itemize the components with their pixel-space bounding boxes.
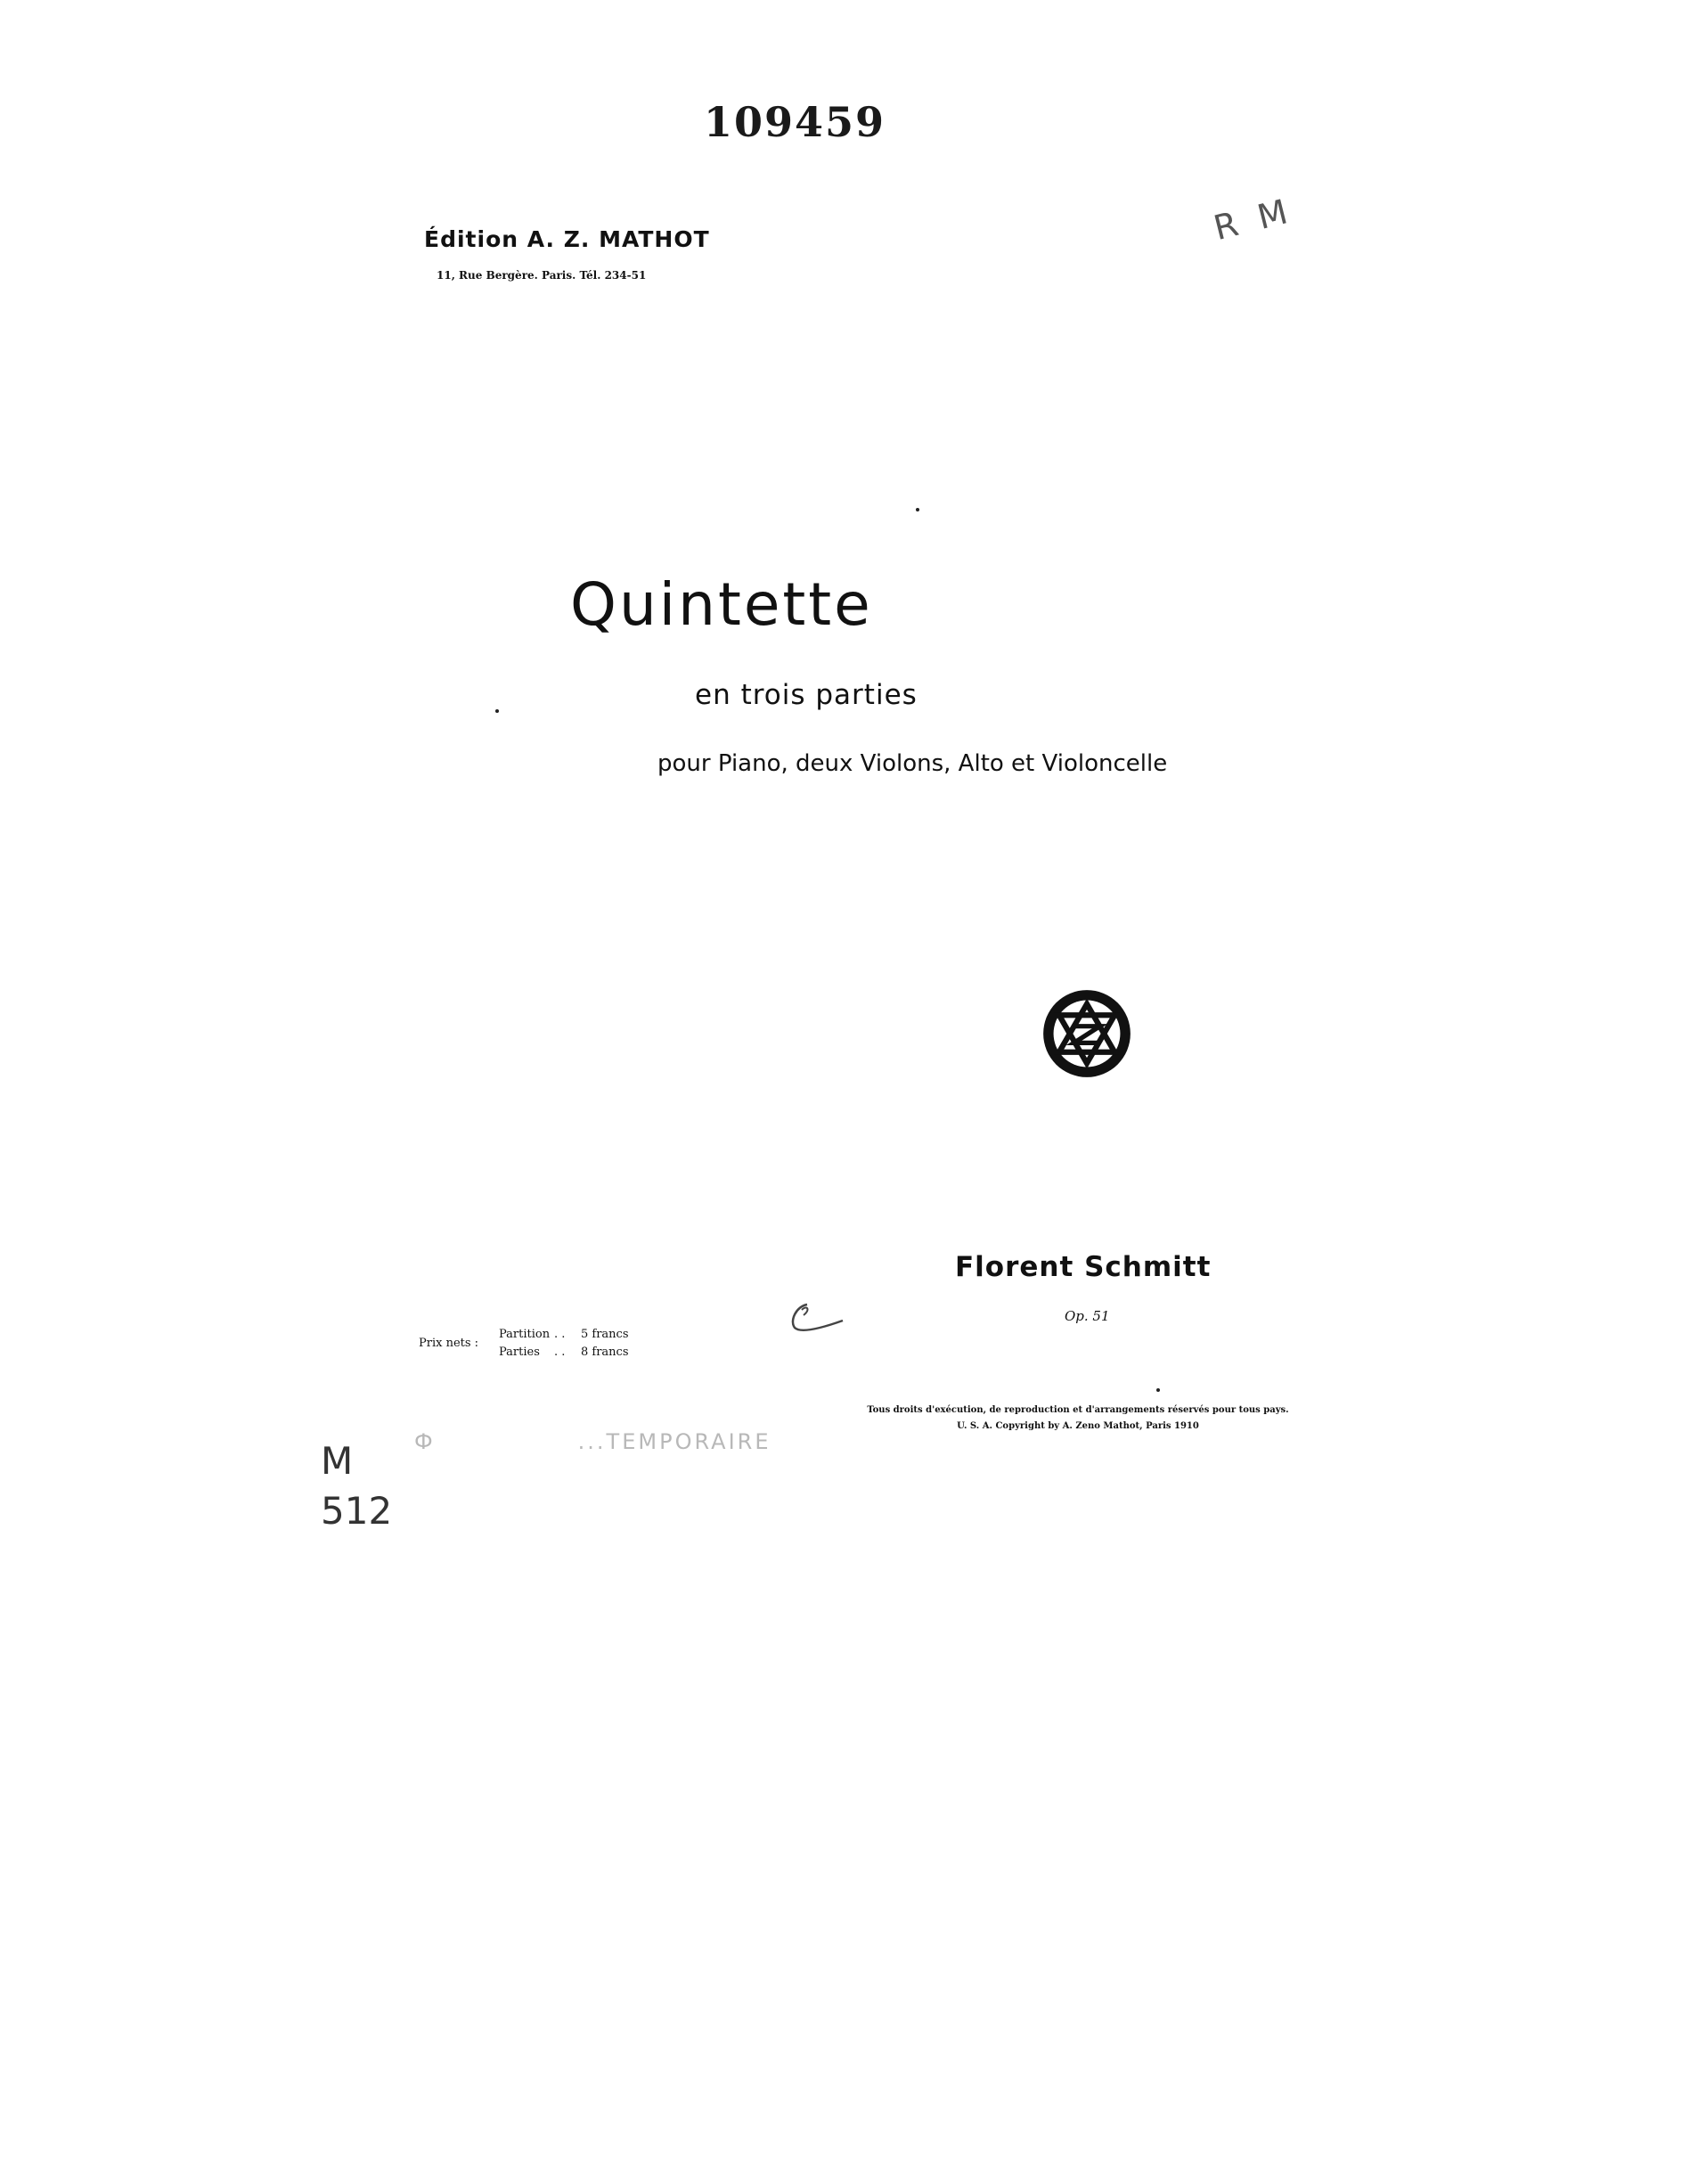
handwritten-initials: R M	[1210, 190, 1297, 249]
price-label: Prix nets :	[419, 1337, 479, 1350]
scan-speck	[495, 709, 499, 713]
scan-speck	[916, 508, 919, 511]
library-stamp-right: ...TEMPORAIRE	[577, 1429, 771, 1454]
rights-line: Tous droits d'exécution, de reproduction et d'arrangements réservés pour tous pays.	[867, 1405, 1289, 1415]
composer-name: Florent Schmitt	[955, 1251, 1212, 1283]
library-stamp-left: Ф	[414, 1429, 436, 1454]
price-item-value: 5 francs	[581, 1328, 629, 1341]
price-item-name: Parties	[499, 1346, 540, 1359]
handwritten-mark-icon	[780, 1297, 852, 1342]
price-item-name: Partition	[499, 1328, 551, 1341]
shelf-mark	[321, 1436, 392, 1536]
rights-notice	[855, 1403, 1301, 1435]
shelf-mark-line: M	[321, 1439, 354, 1483]
stamp-number: 109459	[704, 98, 886, 146]
shelf-mark-number: 512	[321, 1489, 393, 1533]
work-instrumentation: pour Piano, deux Violons, Alto et Violoncelle	[657, 750, 1168, 777]
publisher-name: Édition A. Z. MATHOT	[424, 226, 710, 252]
price-item-dots: . .	[554, 1346, 566, 1359]
publisher-address: 11, Rue Bergère. Paris. Tél. 234-51	[437, 269, 647, 282]
publisher-logo-icon	[1041, 987, 1133, 1080]
price-item-dots: . .	[554, 1328, 566, 1341]
copyright-line: U. S. A. Copyright by A. Zeno Mathot, Paris 1910	[957, 1421, 1199, 1431]
price-item-value: 8 francs	[581, 1346, 629, 1359]
library-stamp	[414, 1429, 771, 1454]
price-row	[499, 1346, 629, 1359]
scan-speck	[1156, 1388, 1160, 1392]
opus-number: Op. 51	[1065, 1308, 1110, 1324]
price-row	[499, 1328, 629, 1341]
work-title: Quintette	[570, 570, 873, 639]
work-subtitle: en trois parties	[695, 679, 918, 711]
